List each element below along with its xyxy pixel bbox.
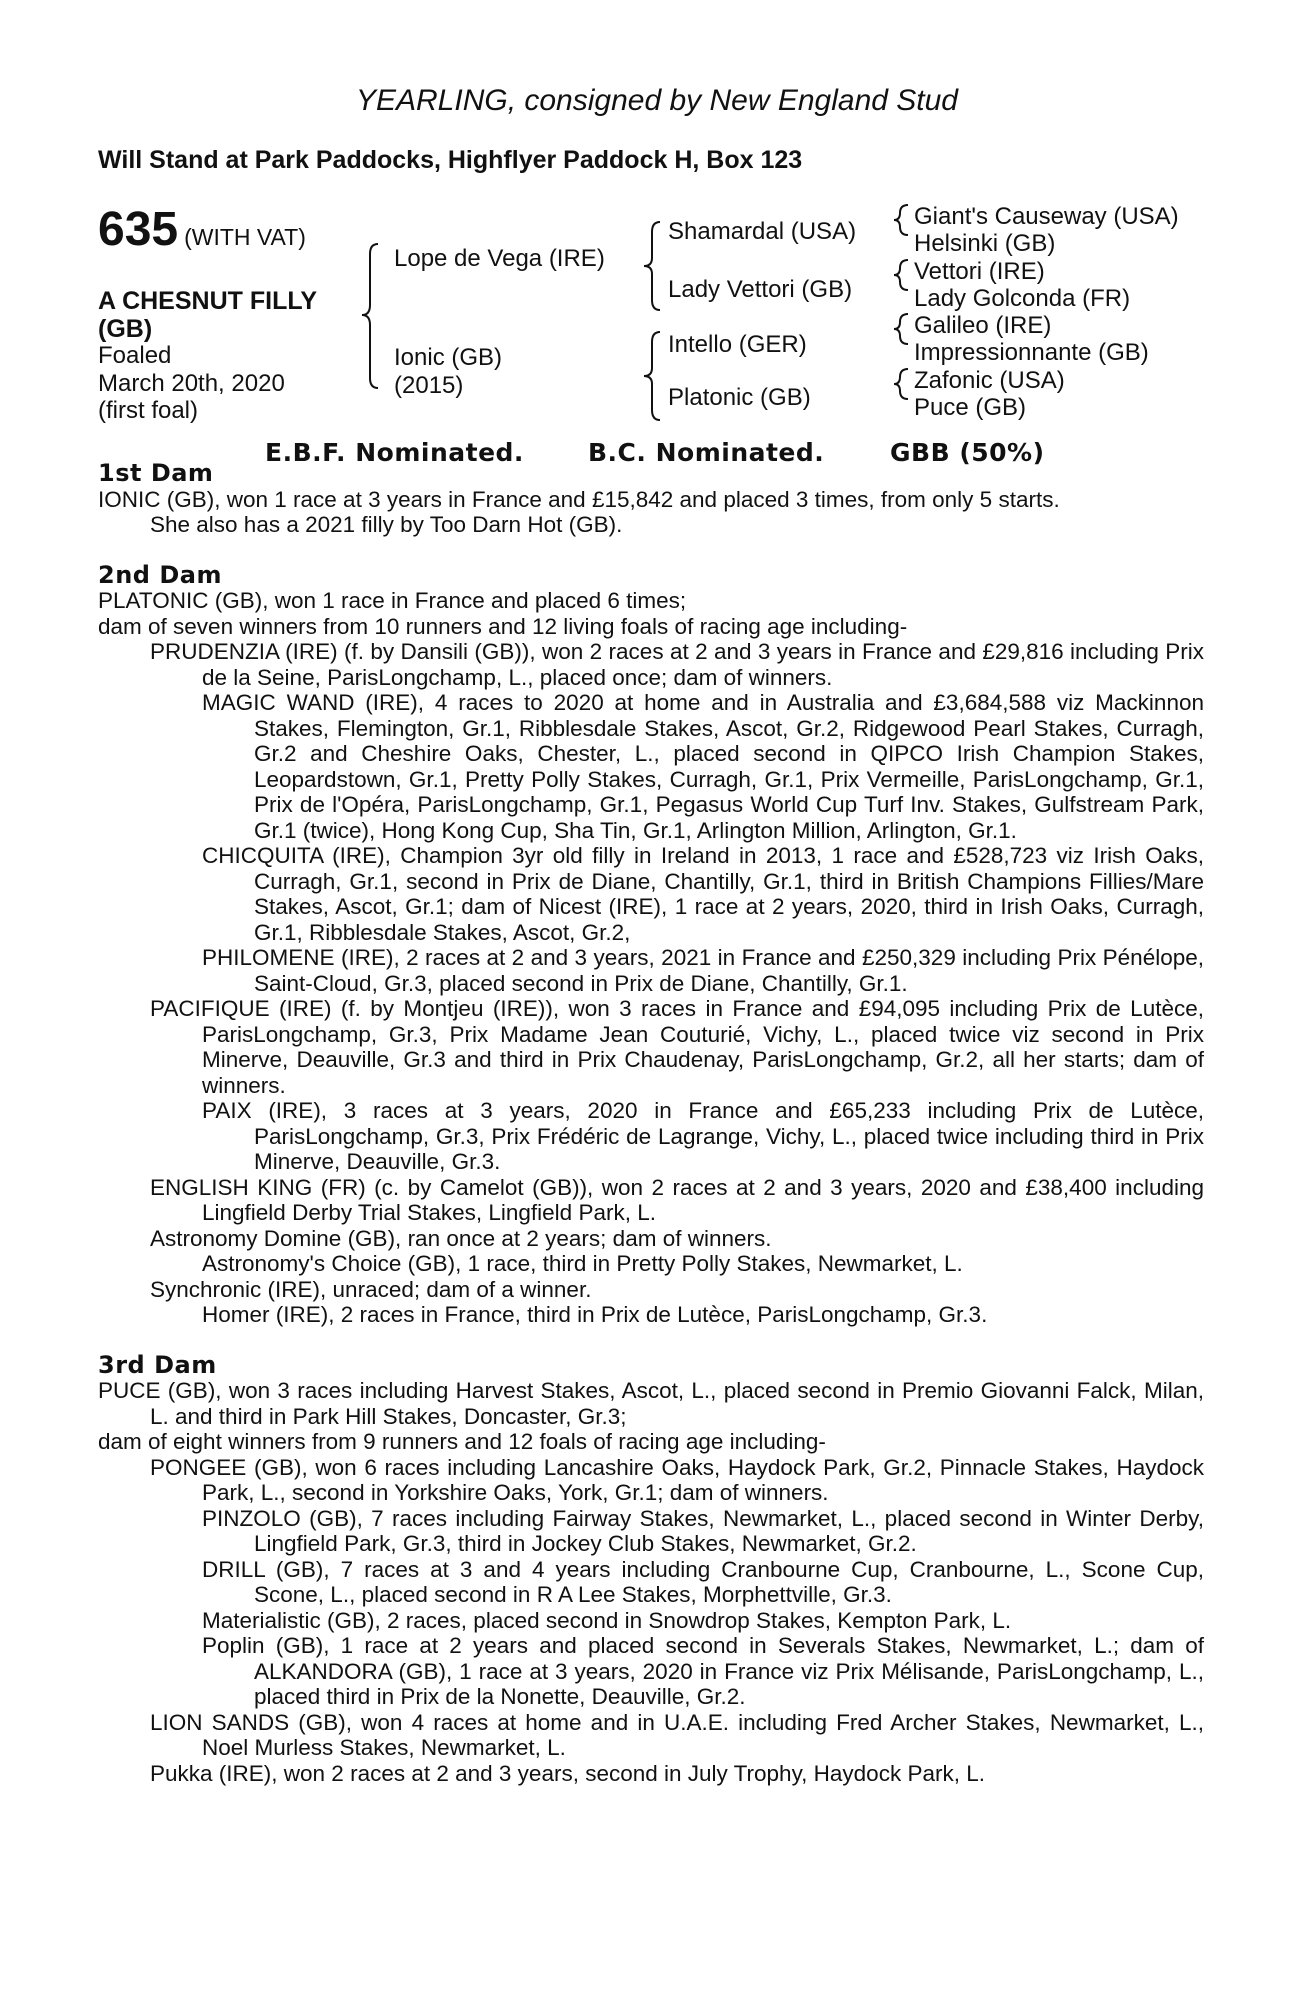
pedigree-g2: Helsinki (GB): [914, 230, 1056, 257]
second-dam-heading: 2nd Dam: [98, 560, 222, 589]
foaled-date: March 20th, 2020: [98, 370, 285, 397]
third-dam-entry: DRILL (GB), 7 races at 3 and 4 years including Cranbourne Cup, Cranbourne, L., Scone Cup, Scone, L., placed second in R A Lee Stakes, Morphettville, Gr.3.: [202, 1556, 1204, 1607]
second-dam-entry: Astronomy's Choice (GB), 1 race, third in Pretty Polly Stakes, Newmarket, L.: [202, 1251, 963, 1276]
ebf-nomination: E.B.F. Nominated.: [265, 438, 524, 467]
pedigree-g6: Impressionnante (GB): [914, 339, 1149, 366]
first-dam-line-2: She also has a 2021 filly by Too Darn Hot (GB).: [150, 512, 623, 537]
pedigree-g7: Zafonic (USA): [914, 367, 1065, 394]
brace-g3: [894, 314, 908, 344]
third-dam-entry: Poplin (GB), 1 race at 2 years and placed second in Severals Stakes, Newmarket, L.; dam of ALKANDORA (GB), 1 race at 3 years, 2020 in France viz Prix Mélisande, ParisLongchamp, L., placed third in Prix de la Nonette, Deauville, Gr.2.: [202, 1633, 1204, 1709]
brace-g2: [894, 260, 908, 290]
pedigree-g5: Galileo (IRE): [914, 312, 1052, 339]
pedigree-g1: Giant's Causeway (USA): [914, 203, 1179, 230]
location-line: Will Stand at Park Paddocks, Highflyer Paddock H, Box 123: [98, 146, 803, 174]
horse-description: A CHESNUT FILLY: [98, 287, 317, 315]
second-dam-entry: PACIFIQUE (IRE) (f. by Montjeu (IRE)), won 3 races in France and £94,095 including Prix de Lutèce, ParisLongchamp, Gr.3, Prix Madame Jean Couturié, Vichy, L., placed twice viz second in Prix Minerve, Deauville, Gr.3 and third in Prix Chaudenay, ParisLongchamp, Gr.2, all her starts; dam of winners.: [150, 996, 1204, 1098]
foaled-label: Foaled: [98, 342, 172, 369]
pedigree-dam-dam: Platonic (GB): [668, 384, 811, 411]
third-dam-entry: Materialistic (GB), 2 races, placed second in Snowdrop Stakes, Kempton Park, L.: [202, 1607, 1012, 1633]
third-dam-entry: Pukka (IRE), won 2 races at 2 and 3 years, second in July Trophy, Haydock Park, L.: [150, 1760, 985, 1786]
consignor-heading: YEARLING, consigned by New England Stud: [355, 84, 958, 117]
third-dam-heading: 3rd Dam: [98, 1350, 217, 1379]
foal-note: (first foal): [98, 397, 199, 424]
first-dam-line-1: IONIC (GB), won 1 race at 3 years in France and £15,842 and placed 3 times, from only 5 starts.: [98, 486, 1060, 512]
second-dam-entry: ENGLISH KING (FR) (c. by Camelot (GB)), won 2 races at 2 and 3 years, 2020 and £38,400 including Lingfield Derby Trial Stakes, Lingfield Park, L.: [150, 1174, 1204, 1225]
second-dam-entry: Astronomy Domine (GB), ran once at 2 years; dam of winners.: [150, 1225, 772, 1251]
pedigree-sire-dam: Lady Vettori (GB): [668, 276, 853, 303]
horse-origin: (GB): [98, 315, 153, 343]
first-dam-heading: 1st Dam: [98, 459, 214, 487]
brace-sire: [644, 222, 660, 310]
vat-note: (WITH VAT): [184, 224, 306, 250]
brace-main: [362, 244, 378, 388]
gbb-note: GBB (50%): [890, 438, 1045, 467]
pedigree-sire-sire: Shamardal (USA): [668, 218, 857, 245]
brace-g4: [894, 369, 908, 399]
third-dam-entry: LION SANDS (GB), won 4 races at home and in U.A.E. including Fred Archer Stakes, Newmarket, L., Noel Murless Stakes, Newmarket, L.: [150, 1709, 1204, 1760]
second-dam-dam-of: dam of seven winners from 10 runners and 12 living foals of racing age including-: [98, 613, 908, 639]
second-dam-entry: PHILOMENE (IRE), 2 races at 2 and 3 years, 2021 in France and £250,329 including Prix Pénélope, Saint-Cloud, Gr.3, placed second in Prix de Diane, Chantilly, Gr.1.: [202, 945, 1204, 996]
pedigree-dam-sire: Intello (GER): [668, 331, 807, 358]
second-dam-entry: Homer (IRE), 2 races in France, third in Prix de Lutèce, ParisLongchamp, Gr.3.: [202, 1302, 988, 1327]
second-dam-entry: Synchronic (IRE), unraced; dam of a winner.: [150, 1276, 592, 1302]
brace-g1: [894, 205, 908, 235]
third-dam-entry: PINZOLO (GB), 7 races including Fairway Stakes, Newmarket, L., placed second in Winter Derby, Lingfield Park, Gr.3, third in Jockey Club Stakes, Newmarket, Gr.2.: [202, 1505, 1204, 1556]
third-dam-intro: PUCE (GB), won 3 races including Harvest Stakes, Ascot, L., placed second in Premio Giovanni Falck, Milan, L. and third in Park Hill Stakes, Doncaster, Gr.3;: [98, 1378, 1204, 1429]
pedigree-dam-year: (2015): [394, 372, 464, 399]
pedigree-g8: Puce (GB): [914, 394, 1027, 421]
third-dam-entry: PONGEE (GB), won 6 races including Lancashire Oaks, Haydock Park, Gr.2, Pinnacle Stakes, Haydock Park, L., second in Yorkshire Oaks, York, Gr.1; dam of winners.: [150, 1454, 1204, 1505]
pedigree-g4: Lady Golconda (FR): [914, 285, 1131, 312]
brace-dam: [644, 332, 660, 420]
second-dam-entry: CHICQUITA (IRE), Champion 3yr old filly in Ireland in 2013, 1 race and £528,723 viz Irish Oaks, Curragh, Gr.1, second in Prix de Diane, Chantilly, Gr.1, third in British Champions Fillies/Mare Stakes, Ascot, Gr.1; dam of Nicest (IRE), 1 race at 2 years, 2020, third in Irish Oaks, Curragh, Gr.1, Ribblesdale Stakes, Ascot, Gr.2,: [202, 843, 1204, 945]
produce-record: [98, 461, 1204, 1786]
second-dam-entry: MAGIC WAND (IRE), 4 races to 2020 at home and in Australia and £3,684,588 viz Mackinnon Stakes, Flemington, Gr.1, Ribblesdale Stakes, Ascot, Gr.2, Ridgewood Pearl Stakes, Curragh, Gr.2 and Cheshire Oaks, Chester, L., placed second in QIPCO Irish Champion Stakes, Leopardstown, Gr.1, Pretty Polly Stakes, Curragh, Gr.1, Prix Vermeille, ParisLongchamp, Gr.1, Prix de l'Opéra, ParisLongchamp, Gr.1, Pegasus World Cup Turf Inv. Stakes, Gulfstream Park, Gr.1 (twice), Hong Kong Cup, Sha Tin, Gr.1, Arlington Million, Arlington, Gr.1.: [202, 690, 1204, 843]
second-dam-intro: PLATONIC (GB), won 1 race in France and placed 6 times;: [98, 588, 687, 613]
second-dam-entry: PAIX (IRE), 3 races at 3 years, 2020 in France and £65,233 including Prix de Lutèce, ParisLongchamp, Gr.3, Prix Frédéric de Lagrange, Vichy, L., placed twice including third in Prix Minerve, Deauville, Gr.3.: [202, 1098, 1204, 1174]
pedigree-sire: Lope de Vega (IRE): [394, 245, 605, 272]
second-dam-entry: PRUDENZIA (IRE) (f. by Dansili (GB)), won 2 races at 2 and 3 years in France and £29,816 including Prix de la Seine, ParisLongchamp, L., placed once; dam of winners.: [150, 639, 1204, 690]
pedigree-g3: Vettori (IRE): [914, 258, 1045, 285]
third-dam-dam-of: dam of eight winners from 9 runners and 12 foals of racing age including-: [98, 1429, 826, 1454]
bc-nomination: B.C. Nominated.: [588, 438, 825, 467]
pedigree-dam: Ionic (GB): [394, 344, 503, 371]
lot-number-value: 635: [98, 203, 179, 256]
